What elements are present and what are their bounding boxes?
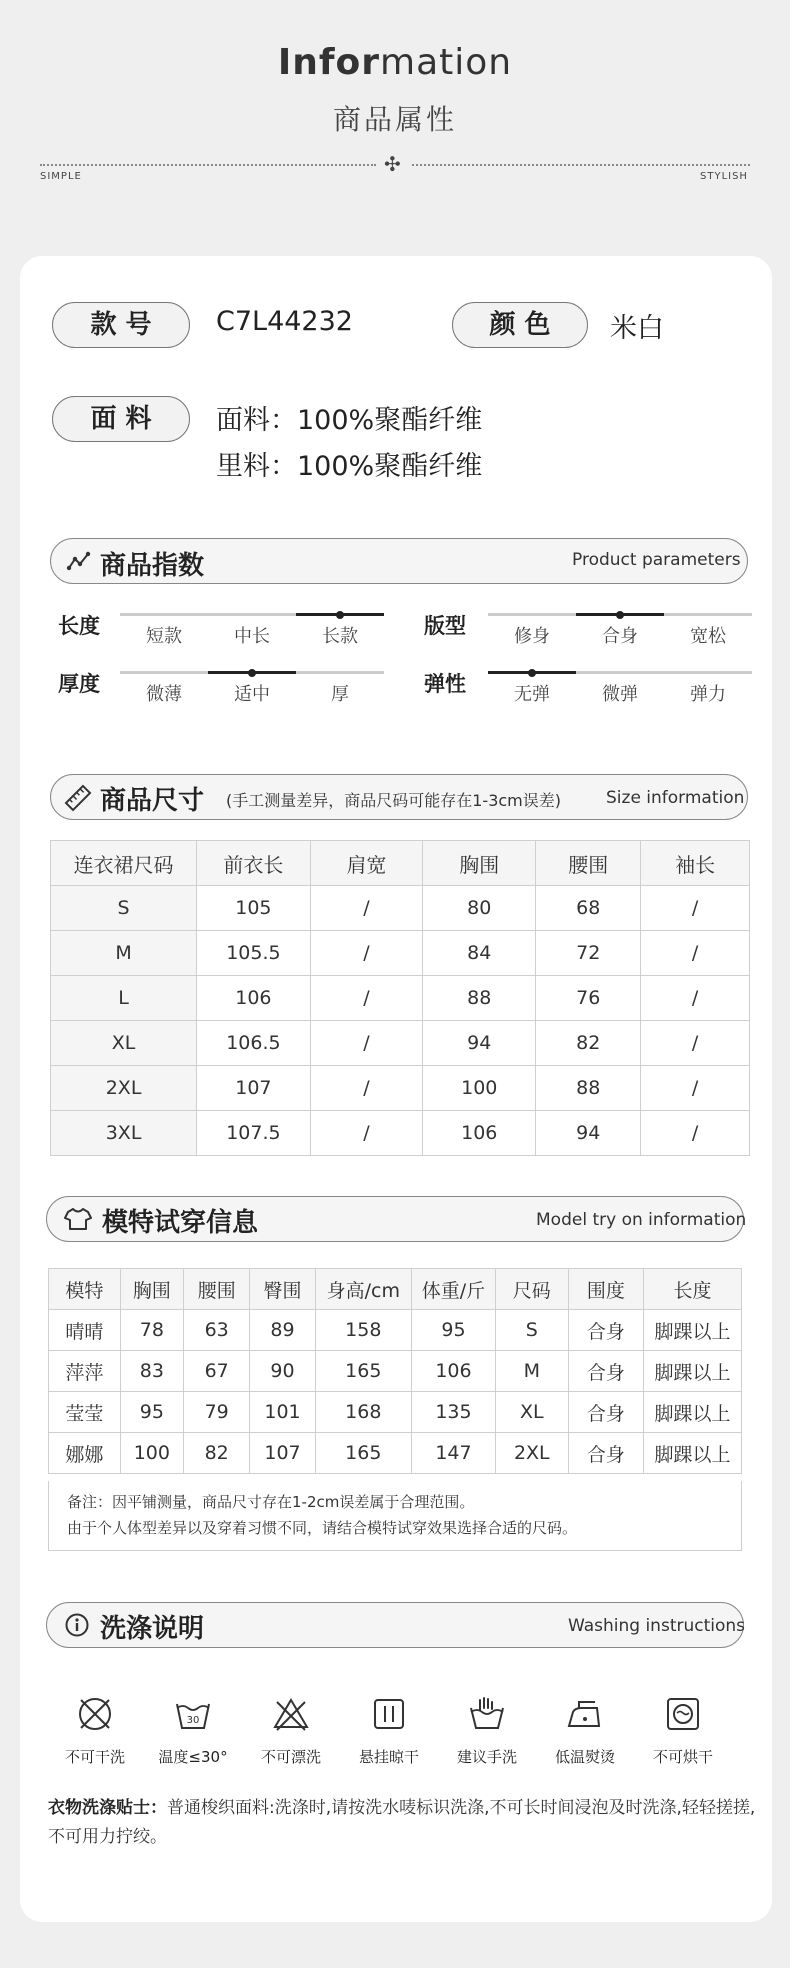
wash-section-title: 洗涤说明 — [100, 1614, 205, 1644]
info-icon — [64, 1612, 90, 1638]
ruler-icon — [64, 784, 92, 812]
color-value: 米白 — [610, 313, 664, 344]
divider-right — [412, 164, 750, 166]
tshirt-icon — [64, 1206, 92, 1232]
wash-tip: 衣物洗涤贴士：普通梭织面料:洗涤时,请按洗水唛标识洗涤,不可长时间浸泡及时洗涤,轻轻搓搓,不可用力拧绞。 — [48, 1798, 756, 1847]
fabric-line-1: 面料：100%聚酯纤维 — [216, 405, 483, 436]
table-header-row: 模特 胸围 腰围 臀围 身高/cm 体重/斤 尺码 围度 长度 — [49, 1269, 742, 1310]
page-subtitle: 商品属性 — [332, 103, 457, 136]
hand-wash-icon — [467, 1694, 507, 1734]
color-label: 颜 色 — [452, 302, 588, 348]
index-section-title: 商品指数 — [100, 551, 205, 581]
wash-30-icon — [173, 1694, 213, 1734]
table-row: M 105.5 / 84 72 / — [51, 931, 750, 976]
table-row: 晴晴 78 63 89 158 95 S 合身 脚踝以上 — [49, 1310, 742, 1351]
no-dry-clean-icon — [75, 1694, 115, 1734]
model-table — [48, 1268, 742, 1474]
table-row: 莹莹 95 79 101 168 135 XL 合身 脚踝以上 — [49, 1392, 742, 1433]
no-bleach-icon — [271, 1694, 311, 1734]
model-section-title: 模特试穿信息 — [102, 1208, 259, 1238]
style-no-label: 款 号 — [52, 302, 190, 348]
size-section-en: Size information — [606, 788, 745, 808]
size-table — [50, 840, 750, 1156]
size-section-note: (手工测量差异，商品尺码可能存在1-3cm误差) — [226, 791, 562, 810]
table-row: 2XL 107 / 100 88 / — [51, 1066, 750, 1111]
hang-dry-icon — [369, 1694, 409, 1734]
wash-item-no-dry-clean: 不可干洗 — [50, 1694, 140, 1767]
plus-icon: ✣ — [384, 152, 401, 176]
stylish-tag: STYLISH — [700, 171, 748, 182]
svg-text:30: 30 — [186, 1715, 200, 1726]
wash-item-hand-wash: 建议手洗 — [442, 1694, 532, 1767]
wash-item-no-tumble-dry: 不可烘干 — [638, 1694, 728, 1767]
no-tumble-dry-icon — [663, 1694, 703, 1734]
table-row: S 105 / 80 68 / — [51, 886, 750, 931]
fabric-line-2: 里料：100%聚酯纤维 — [216, 451, 483, 482]
wash-item-no-bleach: 不可漂洗 — [246, 1694, 336, 1767]
model-remark: 备注：因平铺测量，商品尺寸存在1-2cm误差属于合理范围。 由于个人体型差异以及穿着习惯不同，请结合模特试穿效果选择合适的尺码。 — [48, 1481, 742, 1551]
table-row: 3XL 107.5 / 106 94 / — [51, 1111, 750, 1156]
table-row: 娜娜 100 82 107 165 147 2XL 合身 脚踝以上 — [49, 1433, 742, 1474]
low-iron-icon — [565, 1694, 605, 1734]
trend-icon — [66, 548, 92, 574]
wash-item-hang-dry: 悬挂晾干 — [344, 1694, 434, 1767]
model-section-en: Model try on information — [536, 1210, 747, 1230]
fabric-label: 面 料 — [52, 396, 190, 442]
wash-item-low-iron: 低温熨烫 — [540, 1694, 630, 1767]
table-header-row: 连衣裙尺码 前衣长 肩宽 胸围 腰围 袖长 — [51, 841, 750, 886]
page-title: Information — [277, 42, 513, 83]
wash-section-en: Washing instructions — [568, 1616, 746, 1636]
index-section-en: Product parameters — [572, 550, 741, 570]
divider-left — [40, 164, 376, 166]
style-no-value: C7L44232 — [216, 306, 353, 337]
table-row: 萍萍 83 67 90 165 106 M 合身 脚踝以上 — [49, 1351, 742, 1392]
size-section-title: 商品尺寸 — [100, 786, 205, 816]
table-row: L 106 / 88 76 / — [51, 976, 750, 1021]
simple-tag: SIMPLE — [40, 171, 82, 182]
table-row: XL 106.5 / 94 82 / — [51, 1021, 750, 1066]
wash-item-wash-30: 30 温度≤30° — [148, 1694, 238, 1767]
